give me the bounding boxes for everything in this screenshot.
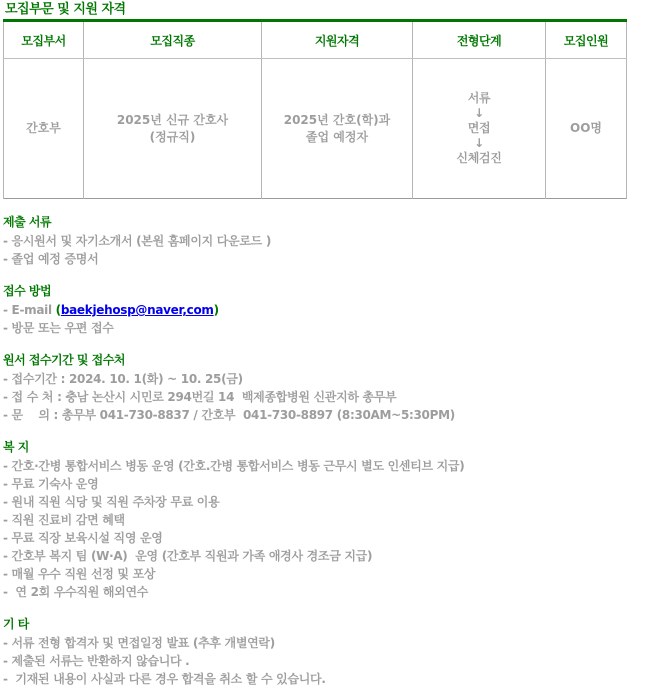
header-job-type: 모집직종: [84, 21, 262, 59]
section-etc: [3, 616, 645, 688]
section-heading-welfare: 복 지: [3, 440, 29, 454]
list-item: - 접수기간 : 2024. 10. 1(화) ~ 10. 25(금): [3, 372, 243, 386]
section-heading-period: 원서 접수기간 및 접수처: [3, 353, 125, 367]
list-item: - 원내 직원 식당 및 직원 주차장 무료 이용: [3, 495, 220, 509]
section-heading-documents: 제출 서류: [3, 215, 52, 229]
list-item: 서류: [467, 91, 491, 105]
cell-qualification: [262, 59, 413, 199]
section-heading-apply-method: 접수 방법: [3, 284, 52, 298]
recruitment-table: [3, 19, 627, 199]
qualification-line1: 2025년 간호(학)과: [283, 112, 391, 127]
list-item: - 연 2회 우수직원 해외연수: [3, 585, 149, 599]
list-item: - 기재된 내용이 사실과 다른 경우 합격을 취소 할 수 있습니다.: [3, 672, 326, 686]
list-item: - 제출된 서류는 반환하지 않습니다 .: [3, 654, 190, 668]
email-link[interactable]: baekjehosp@naver,com: [60, 303, 214, 317]
list-item: - 매월 우수 직원 선정 및 포상: [3, 567, 156, 581]
header-headcount: 모집인원: [546, 21, 627, 59]
list-item: - 접 수 처 : 충남 논산시 시민로 294번길 14 백제종합병원 신관지하 총무부: [3, 390, 397, 404]
section-items-period: [3, 370, 645, 424]
section-apply-method: [3, 283, 645, 337]
job-type-line1: 2025년 신규 간호사: [116, 112, 229, 127]
email-line-prefix: - E-mail: [3, 303, 56, 317]
cell-department: 간호부: [4, 59, 84, 199]
cell-headcount: OO명: [546, 59, 627, 199]
section-heading-etc: 기 타: [3, 617, 29, 631]
section-items-welfare: [3, 457, 645, 601]
header-qualification: 지원자격: [262, 21, 413, 59]
header-department: 모집부서: [4, 21, 84, 59]
table-header-row: [4, 21, 627, 59]
header-process-steps: 전형단계: [413, 21, 546, 59]
process-steps: [413, 91, 545, 166]
section-items-documents: [3, 232, 645, 268]
list-item: - 무료 직장 보육시설 직영 운영: [3, 531, 163, 545]
cell-process-steps: [413, 59, 546, 199]
email-paren-open: (: [55, 303, 61, 317]
list-item: ↓: [474, 136, 484, 150]
list-item: - 무료 기숙사 운영: [3, 477, 99, 491]
job-type-line2: (정규직): [149, 129, 196, 144]
email-paren-close: ): [213, 303, 219, 317]
list-item: - 직원 진료비 감면 혜택: [3, 513, 125, 527]
list-item: 신체검진: [456, 151, 502, 165]
list-item: - 졸업 예정 증명서: [3, 252, 99, 266]
list-item: - 서류 전형 합격자 및 면접일정 발표 (추후 개별연락): [3, 636, 275, 650]
cell-job-type: [84, 59, 262, 199]
section-documents: [3, 214, 645, 268]
table-row: [4, 59, 627, 199]
qualification-line2: 졸업 예정자: [305, 129, 369, 144]
apply-visit-line: - 방문 또는 우편 접수: [3, 321, 114, 335]
apply-email-line: [3, 301, 645, 319]
page-title: 모집부문 및 지원 자격: [5, 2, 126, 17]
list-item: - 문 의 : 총무부 041-730-8837 / 간호부 041-730-8897 (8:30AM~5:30PM): [3, 408, 455, 422]
list-item: - 응시원서 및 자기소개서 (본원 홈페이지 다운로드 ): [3, 234, 272, 248]
list-item: ↓: [474, 106, 484, 120]
list-item: - 간호부 복지 팀 (W·A) 운영 (간호부 직원과 가족 애경사 경조금 지급): [3, 549, 373, 563]
section-welfare: [3, 439, 645, 601]
list-item: 면접: [467, 121, 491, 135]
list-item: - 간호·간병 통합서비스 병동 운영 (간호.간병 통합서비스 병동 근무시 별도 인센티브 지급): [3, 459, 465, 473]
section-items-etc: [3, 634, 645, 688]
section-period: [3, 352, 645, 424]
